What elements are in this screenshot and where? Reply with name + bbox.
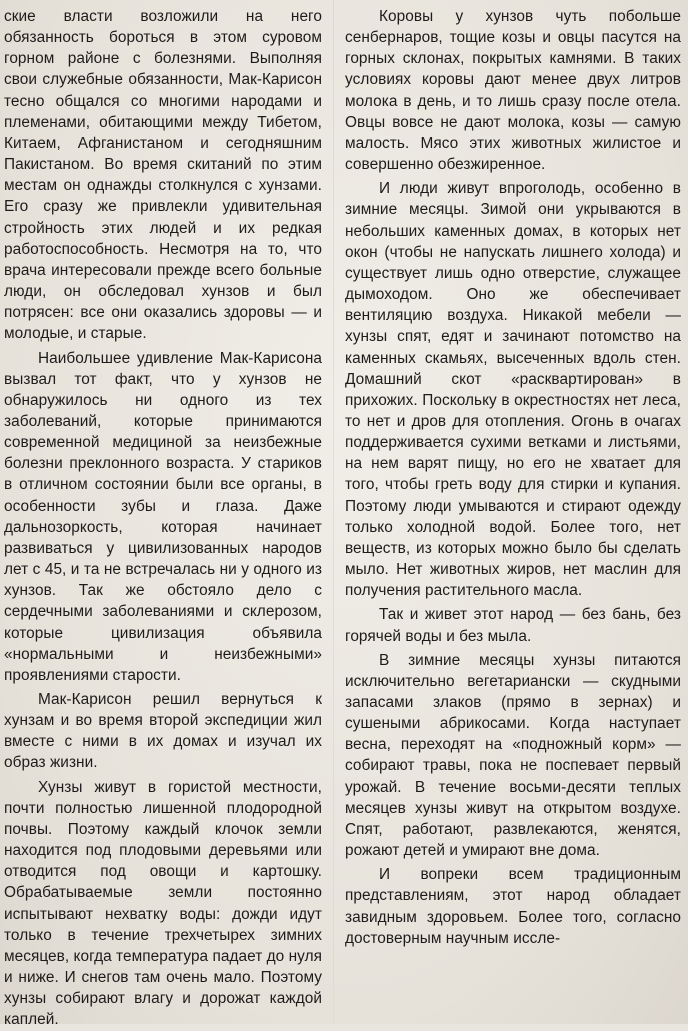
paragraph: Наибольшее удивление Мак-Карисона вызвал тот факт, что у хунзов не обнаружилось ни одного из тех заболеваний, которые принимаются современной медициной за неизбежные болезни преклонного возраста. У стариков в отличном состоянии были все органы, в особенности зубы и глаза. Даже дальнозоркость, которая начинает развиваться у цивилизованных народов лет с 45, и та не встречалась ни у одного из хунзов. Так же обстояло дело с сердечными заболеваниями и склерозом, которые цивилизация объявила «нормальными и неизбежными» проявлениями старости.	[4, 349, 322, 684]
paragraph: В зимние месяцы хунзы питаются исключительно вегетариански — скудными запасами злаков (прямо в зернах) и сушеными абрикосами. Когда наступает весна, переходят на «подножный корм» — собирают травы, пока не поспевает первый урожай. В течение восьми-десяти теплых месяцев хунзы живут на открытом воздухе. Спят, работают, развлекаются, женятся, рожают детей и умирают вне дома.	[345, 651, 681, 860]
left-column	[4, 6, 322, 1029]
paragraph: Хунзы живут в гористой местности, почти полностью лишенной плодородной почвы. Поэтому каждый клочок земли находится под плодовыми деревьями или отводится под овощи и картошку. Обрабатываемые земли постоянно испытывают нехватку воды: дожди идут только в течение трехчетырех зимних месяцев, когда температура падает до нуля и ниже. И снегов там очень мало. Поэтому хунзы собирают влагу и дорожат каждой каплей.	[4, 778, 322, 1029]
paragraph: И люди живут впроголодь, особенно в зимние месяцы. Зимой они укрываются в небольших каменных домах, в которых нет окон (чтобы не напускать лишнего холода) и существует лишь одно отверстие, служащее дымоходом. Оно же обеспечивает вентиляцию воздуха. Никакой мебели — хунзы спят, едят и зачинают потомство на каменных скамьях, высеченных вдоль стен. Домашний скот «расквартирован» в прихожих. Поскольку в окрестностях нет леса, то нет и дров для отопления. Огонь в очагах поддерживается сухими ветками и листьями, на нем варят пищу, но его не хватает для того, чтобы греть воду для стирки и купания. Поэтому люди умываются и стирают одежду только холодной водой. Более того, нет веществ, из которых можно было бы сделать мыло. Нет животных жиров, нет маслин для получения растительного масла.	[345, 180, 681, 600]
paragraph: Мак-Карисон решил вернуться к хунзам и во время второй экспедиции жил вместе с ними в их домах и изучал их образ жизни.	[4, 691, 322, 772]
paragraph: Коровы у хунзов чуть побольше сенбернаров, тощие козы и овцы пасутся на горных склонах, покрытых камнями. В таких условиях коровы дают менее двух литров молока в день, и то лишь сразу после отела. Овцы вовсе не дают молока, козы — самую малость. Мясо этих животных жилистое и совершенно обезжиренное.	[345, 8, 681, 174]
paragraph: ские власти возложили на него обязанность бороться в этом суровом горном районе с болезнями. Выполняя свои служебные обязанности, Мак-Карисон тесно общался со многими народами и племенами, обитающими между Тибетом, Китаем, Афганистаном и сегодняшним Пакистаном. Во время скитаний по этим местам он однажды столкнулся с хунзами. Его сразу же привлекли удивительная стройность этих людей и их редкая работоспособность. Несмотря на то, что врача интересовали прежде всего больные люди, он обследовал хунзов и был потрясен: все они оказались здоровы — и молодые, и старые.	[4, 8, 322, 343]
right-column	[345, 6, 681, 1024]
paragraph: Так и живет этот народ — без бань, без горячей воды и без мыла.	[345, 606, 681, 645]
column-divider	[333, 0, 334, 1024]
paragraph: И вопреки всем традиционным представлениям, этот народ обладает завидным здоровьем. Более того, согласно достоверным научным иссле-	[345, 866, 681, 947]
